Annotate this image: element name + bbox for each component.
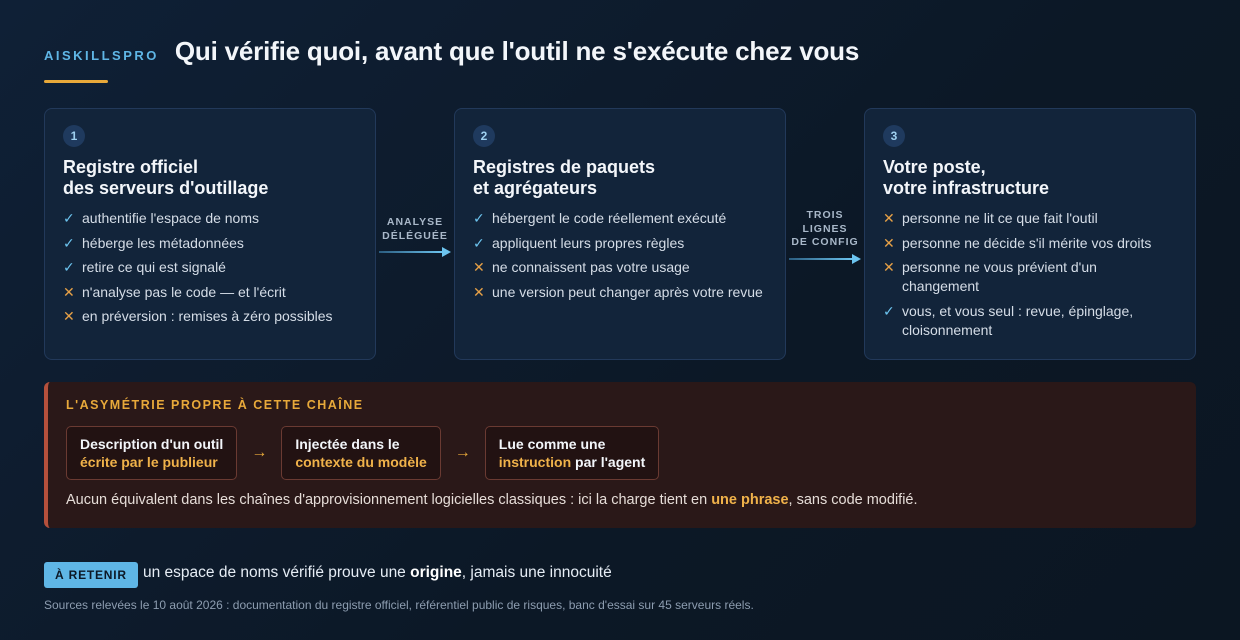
list-item [63,307,357,326]
check-icon: ✓ [63,210,75,226]
connector-label-line2: DÉLÉGUÉE [382,229,448,242]
check-icon: ✓ [63,234,75,251]
arrow-right-icon: → [251,444,268,461]
card-title-line2: votre infrastructure [883,178,1050,198]
title-underline [44,80,108,83]
takeaway-text [143,564,612,582]
arrow-right-icon: → [454,444,471,461]
arrow-right-icon [379,247,451,257]
flow-step-highlight: contexte du modèle [295,454,427,470]
panel-title: L'ASYMÉTRIE PROPRE À CETTE CHAÎNE [66,398,364,412]
cross-icon: ✕ [883,210,895,226]
flow-step-highlight: instruction [498,454,572,470]
check-icon: ✓ [63,259,75,275]
card-title-line1: Registre officiel [63,157,199,177]
card-official-registry [44,108,376,360]
card-item-list [63,209,357,326]
cross-icon: ✕ [883,234,895,251]
brand-label: AISKILLSPRO [44,48,159,63]
flow-step-text: Description d'un outil [80,436,224,452]
step-number-badge: 2 [473,125,495,147]
list-item [883,258,1177,296]
list-item [473,258,767,277]
list-item [63,258,357,277]
check-icon: ✓ [473,234,485,251]
cross-icon: ✕ [63,283,75,300]
takeaway-before: un espace de noms vérifié prouve une [143,564,411,581]
cross-icon: ✕ [63,308,75,324]
flow-step-text: Lue comme une [498,436,606,452]
connector-label-line1: TROIS [806,209,844,221]
item-text: en préversion : remises à zéro possibles [82,308,333,324]
check-icon: ✓ [473,210,485,226]
card-title-line2: des serveurs d'outillage [63,178,269,198]
takeaway-badge: À RETENIR [44,562,138,588]
list-item [473,209,767,228]
flow-step-highlight: écrite par le publieur [80,454,218,470]
item-text: hébergent le code réellement exécuté [492,210,727,226]
card-item-list [883,209,1177,340]
list-item [63,209,357,228]
list-item [883,209,1177,228]
item-text: une version peut changer après votre revue [492,283,763,300]
item-text: n'analyse pas le code — et l'écrit [82,283,286,300]
cross-icon: ✕ [473,259,485,275]
card-item-list [473,209,767,302]
card-title-line1: Registres de paquets [473,157,656,177]
card-title [883,157,1177,199]
item-text: authentifie l'espace de noms [82,210,260,226]
item-text: héberge les métadonnées [82,234,244,251]
card-title-line2: et agrégateurs [473,178,598,198]
list-item [883,302,1177,340]
card-package-registries [454,108,786,360]
asymmetry-panel [44,382,1196,528]
list-item [883,234,1177,253]
cross-icon: ✕ [473,283,485,300]
card-your-infrastructure [864,108,1196,360]
item-text: personne ne vous prévient d'un changement [902,259,1097,294]
item-text: appliquent leurs propres règles [492,234,685,251]
item-text: retire ce qui est signalé [82,259,226,275]
item-text: personne ne lit ce que fait l'outil [902,210,1098,226]
check-icon: ✓ [883,302,895,319]
header [44,36,859,67]
panel-footer [66,492,1178,508]
flow-step-description [66,426,237,480]
item-text: vous, et vous seul : revue, épinglage, cloisonnement [902,302,1134,338]
sources-note: Sources relevées le 10 août 2026 : documentation du registre officiel, référentiel public de risques, banc d'essai sur 45 serveurs réels. [44,598,754,612]
cross-icon: ✕ [883,259,895,275]
item-text: ne connaissent pas votre usage [492,259,690,275]
takeaway-bold: origine [410,564,462,581]
flow-step-injection [281,426,440,480]
footer-text-after: , sans code modifié. [788,492,918,508]
connector-label-line3: DE CONFIG [791,236,859,248]
arrow-right-icon [789,254,861,264]
connector-delegated-analysis [379,216,451,257]
item-text: personne ne décide s'il mérite vos droits [902,234,1152,251]
step-number-badge: 1 [63,125,85,147]
flow-step-instruction [485,426,659,480]
asymmetry-flow [66,426,1178,480]
connector-label-line1: ANALYSE [386,216,444,228]
connector-three-config-lines [789,209,861,264]
list-item [63,234,357,253]
footer-text-before: Aucun équivalent dans les chaînes d'approvisionnement logicielles classiques : ici la charge tient en [66,492,712,508]
flow-step-suffix: par l'agent [571,454,646,470]
connector-label-line2: LIGNES [802,222,848,235]
footer-highlight: une phrase [711,492,789,508]
list-item [63,283,357,302]
flow-step-text: Injectée dans le [295,436,400,452]
list-item [473,283,767,302]
takeaway-after: , jamais une innocuité [461,564,612,581]
step-number-badge: 3 [883,125,905,147]
card-title [473,157,767,199]
card-title-line1: Votre poste, [883,157,986,177]
list-item [473,234,767,253]
card-title [63,157,357,199]
page-title: Qui vérifie quoi, avant que l'outil ne s'exécute chez vous [174,36,860,66]
